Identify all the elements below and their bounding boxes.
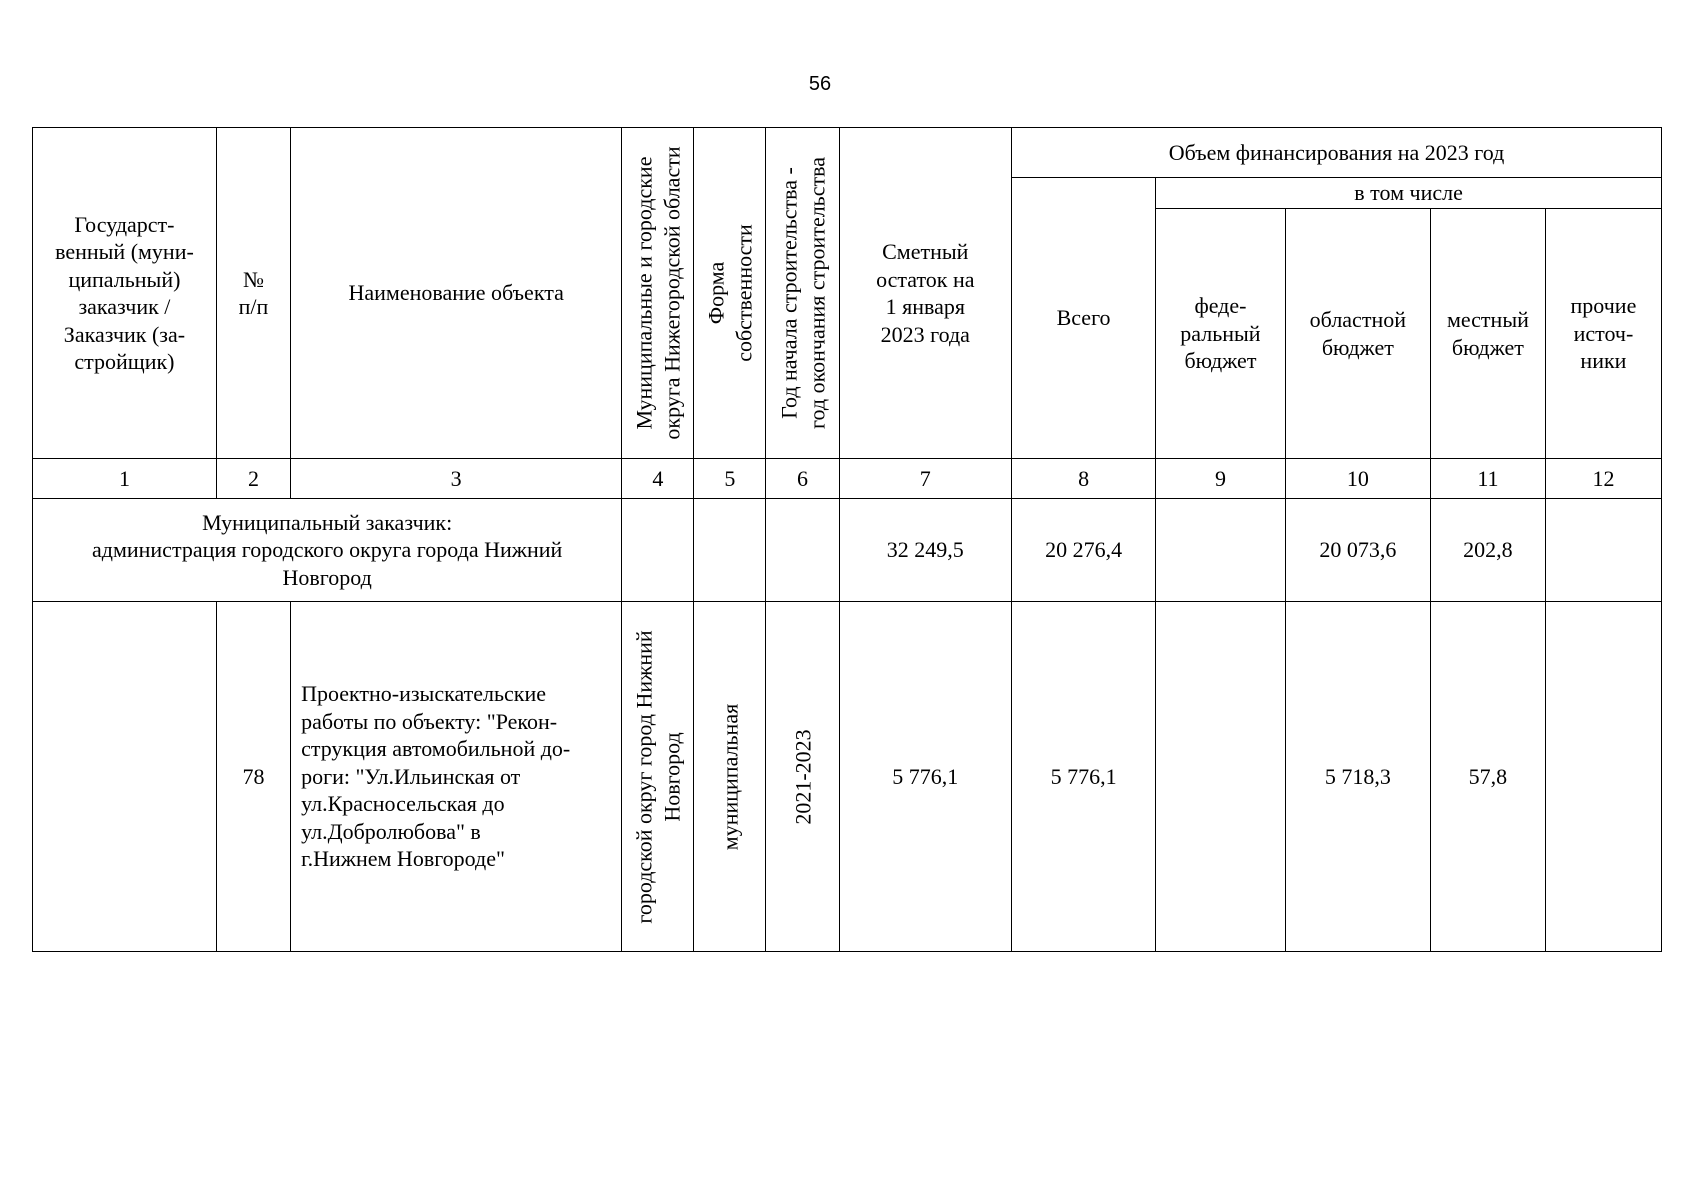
object-ownership-text: муниципальная [717, 703, 743, 850]
summary-total: 20 276,4 [1011, 499, 1155, 602]
summary-row [33, 499, 1662, 602]
header-municipality [622, 128, 694, 459]
column-number: 11 [1430, 459, 1545, 499]
column-number: 5 [694, 459, 766, 499]
column-number: 7 [839, 459, 1011, 499]
header-construction-years-text: Год начала строительства - год окончания строительства [776, 157, 829, 429]
summary-customer: Муниципальный заказчик: администрация городского округа города Нижний Новгород [33, 499, 622, 602]
header-federal-budget: феде- ральный бюджет [1156, 209, 1286, 459]
object-estimate: 5 776,1 [839, 602, 1011, 952]
header-estimate-balance: Сметный остаток на 1 января 2023 года [839, 128, 1011, 459]
column-number: 3 [291, 459, 622, 499]
summary-years [766, 499, 839, 602]
object-regional: 5 718,3 [1285, 602, 1430, 952]
object-years [766, 602, 839, 952]
header-local-budget: местный бюджет [1430, 209, 1545, 459]
column-number: 10 [1285, 459, 1430, 499]
column-number: 8 [1011, 459, 1155, 499]
object-number: 78 [216, 602, 290, 952]
column-number: 1 [33, 459, 217, 499]
object-federal [1156, 602, 1286, 952]
summary-regional: 20 073,6 [1285, 499, 1430, 602]
header-ownership-text: Форма собственности [703, 224, 756, 362]
object-row [33, 602, 1662, 952]
summary-municipality [622, 499, 694, 602]
column-number: 6 [766, 459, 839, 499]
object-municipality-text: городской округ город Нижний Новгород [631, 629, 684, 924]
column-numbers-row [33, 459, 1662, 499]
header-row [33, 128, 1662, 178]
header-other-sources: прочие источ- ники [1545, 209, 1661, 459]
object-ownership [694, 602, 766, 952]
object-total: 5 776,1 [1011, 602, 1155, 952]
column-number: 12 [1545, 459, 1661, 499]
header-customer: Государст- венный (муни- ципальный) заказчик / Заказчик (за- стройщик) [33, 128, 217, 459]
header-including: в том числе [1156, 178, 1662, 209]
column-number: 2 [216, 459, 290, 499]
object-name: Проектно-изыскательские работы по объекту: "Рекон- струкция автомобильной до- роги: "Ул.Ильинская от ул.Красносельская до ул.Добролюбова" в г.Нижнем Новгороде" [291, 602, 622, 952]
header-municipality-text: Муниципальные и городские округа Нижегородской области [631, 146, 684, 440]
header-ownership [694, 128, 766, 459]
header-object-name: Наименование объекта [291, 128, 622, 459]
summary-federal [1156, 499, 1286, 602]
investment-objects-table [32, 127, 1662, 952]
header-total: Всего [1011, 178, 1155, 459]
object-local: 57,8 [1430, 602, 1545, 952]
object-years-text: 2021-2023 [789, 728, 815, 825]
object-customer [33, 602, 217, 952]
summary-other [1545, 499, 1661, 602]
column-number: 4 [622, 459, 694, 499]
summary-ownership [694, 499, 766, 602]
header-financing: Объем финансирования на 2023 год [1011, 128, 1661, 178]
object-municipality [622, 602, 694, 952]
object-other [1545, 602, 1661, 952]
header-construction-years [766, 128, 839, 459]
header-number: № п/п [216, 128, 290, 459]
page-number: 56 [808, 73, 832, 95]
column-number: 9 [1156, 459, 1286, 499]
summary-local: 202,8 [1430, 499, 1545, 602]
summary-estimate: 32 249,5 [839, 499, 1011, 602]
header-regional-budget: областной бюджет [1285, 209, 1430, 459]
